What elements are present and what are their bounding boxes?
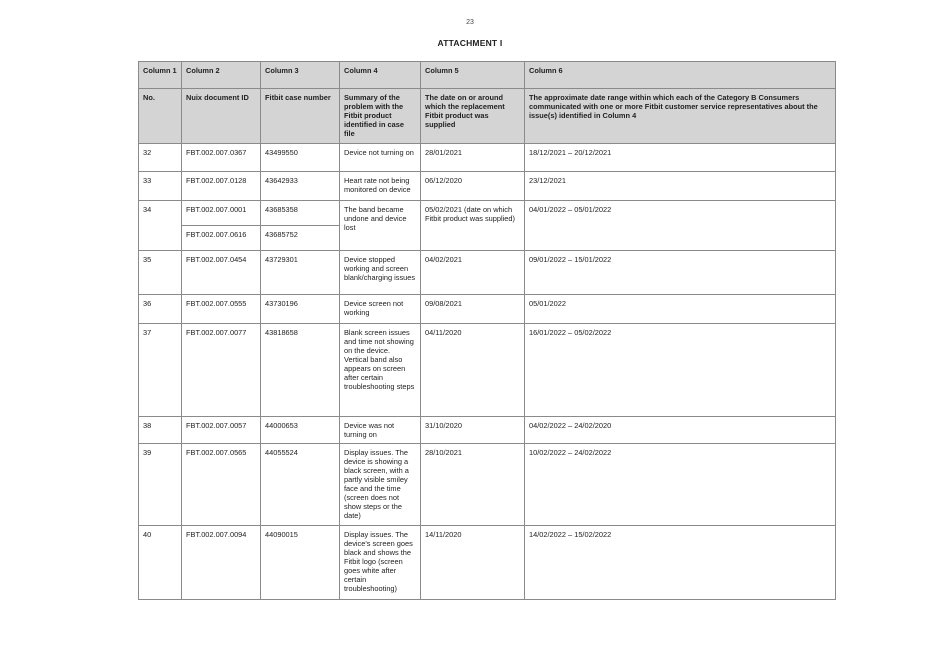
- supplied-date-cell: 14/11/2020: [421, 526, 525, 600]
- table-row: [139, 324, 836, 417]
- table-row: [139, 526, 836, 600]
- document-id-cell: FBT.002.007.0616: [182, 226, 261, 251]
- document-id-cell: FBT.002.007.0367: [182, 144, 261, 172]
- header-cell: No.: [139, 89, 182, 144]
- header-cell: The date on or around which the replacement Fitbit product was supplied: [421, 89, 525, 144]
- table-row: [139, 295, 836, 324]
- date-range-cell: 05/01/2022: [525, 295, 836, 324]
- date-range-cell: 09/01/2022 – 15/01/2022: [525, 251, 836, 295]
- row-number-cell: 34: [139, 201, 182, 251]
- page-title: ATTACHMENT I: [437, 38, 503, 48]
- table-row: [139, 444, 836, 526]
- case-number-cell: 43818658: [261, 324, 340, 417]
- row-number-cell: 36: [139, 295, 182, 324]
- case-number-cell: 43729301: [261, 251, 340, 295]
- summary-cell: Device screen not working: [340, 295, 421, 324]
- supplied-date-cell: 06/12/2020: [421, 172, 525, 201]
- case-number-cell: 43685358: [261, 201, 340, 226]
- document-id-cell: FBT.002.007.0555: [182, 295, 261, 324]
- summary-cell: Display issues. The device's screen goes black and shows the Fitbit logo (screen goes white after certain troubleshooting): [340, 526, 421, 600]
- supplied-date-cell: 04/11/2020: [421, 324, 525, 417]
- document-id-cell: FBT.002.007.0128: [182, 172, 261, 201]
- document-id-cell: FBT.002.007.0001: [182, 201, 261, 226]
- header-cell: Nuix document ID: [182, 89, 261, 144]
- case-number-cell: 43642933: [261, 172, 340, 201]
- summary-cell: Device stopped working and screen blank/charging issues: [340, 251, 421, 295]
- document-id-cell: FBT.002.007.0454: [182, 251, 261, 295]
- row-number-cell: 33: [139, 172, 182, 201]
- document-id-cell: FBT.002.007.0057: [182, 417, 261, 444]
- supplied-date-cell: 31/10/2020: [421, 417, 525, 444]
- column-label: Column 2: [182, 62, 261, 89]
- row-number-cell: 37: [139, 324, 182, 417]
- table-row: [139, 172, 836, 201]
- summary-cell: Heart rate not being monitored on device: [340, 172, 421, 201]
- document-id-cell: FBT.002.007.0094: [182, 526, 261, 600]
- table-row: [139, 251, 836, 295]
- case-number-cell: 43685752: [261, 226, 340, 251]
- header-cell: The approximate date range within which each of the Category B Consumers communicated with one or more Fitbit customer service representatives about the issue(s) identified in Column 4: [525, 89, 836, 144]
- row-number-cell: 40: [139, 526, 182, 600]
- column-label: Column 5: [421, 62, 525, 89]
- row-number-cell: 35: [139, 251, 182, 295]
- case-number-cell: 44055524: [261, 444, 340, 526]
- attachment-table: [138, 61, 836, 600]
- date-range-cell: 04/01/2022 – 05/01/2022: [525, 201, 836, 251]
- row-number-cell: 38: [139, 417, 182, 444]
- header-cell: Summary of the problem with the Fitbit product identified in case file: [340, 89, 421, 144]
- summary-cell: Display issues. The device is showing a black screen, with a partly visible smiley face and the time (screen does not show steps or the date): [340, 444, 421, 526]
- document-id-cell: FBT.002.007.0565: [182, 444, 261, 526]
- table-row: [139, 144, 836, 172]
- supplied-date-cell: 05/02/2021 (date on which Fitbit product was supplied): [421, 201, 525, 251]
- header-row: [139, 89, 836, 144]
- case-number-cell: 44090015: [261, 526, 340, 600]
- supplied-date-cell: 28/01/2021: [421, 144, 525, 172]
- date-range-cell: 16/01/2022 – 05/02/2022: [525, 324, 836, 417]
- date-range-cell: 14/02/2022 – 15/02/2022: [525, 526, 836, 600]
- table-row: [139, 417, 836, 444]
- case-number-cell: 43499550: [261, 144, 340, 172]
- summary-cell: Device not turning on: [340, 144, 421, 172]
- date-range-cell: 23/12/2021: [525, 172, 836, 201]
- supplied-date-cell: 04/02/2021: [421, 251, 525, 295]
- header-cell: Fitbit case number: [261, 89, 340, 144]
- date-range-cell: 18/12/2021 – 20/12/2021: [525, 144, 836, 172]
- date-range-cell: 04/02/2022 – 24/02/2020: [525, 417, 836, 444]
- column-label: Column 6: [525, 62, 836, 89]
- date-range-cell: 10/02/2022 – 24/02/2022: [525, 444, 836, 526]
- case-number-cell: 44000653: [261, 417, 340, 444]
- row-number-cell: 32: [139, 144, 182, 172]
- table-row: [139, 201, 836, 226]
- supplied-date-cell: 09/08/2021: [421, 295, 525, 324]
- summary-cell: The band became undone and device lost: [340, 201, 421, 251]
- supplied-date-cell: 28/10/2021: [421, 444, 525, 526]
- column-label: Column 1: [139, 62, 182, 89]
- row-number-cell: 39: [139, 444, 182, 526]
- page-number: 23: [466, 19, 474, 26]
- case-number-cell: 43730196: [261, 295, 340, 324]
- summary-cell: Device was not turning on: [340, 417, 421, 444]
- column-label: Column 4: [340, 62, 421, 89]
- column-number-row: [139, 62, 836, 89]
- column-label: Column 3: [261, 62, 340, 89]
- summary-cell: Blank screen issues and time not showing on the device. Vertical band also appears on screen after certain troubleshooting steps: [340, 324, 421, 417]
- document-id-cell: FBT.002.007.0077: [182, 324, 261, 417]
